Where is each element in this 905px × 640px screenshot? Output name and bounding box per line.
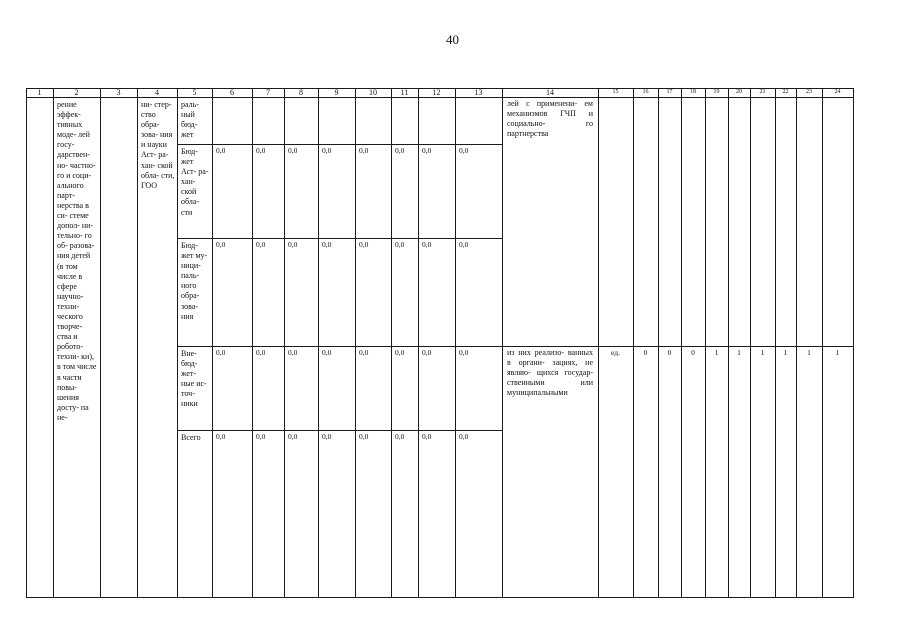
funding-source-label: Вне- бюд- жет- ные ис- точ- ники (181, 349, 207, 409)
indicator-text: лей с применени- ем механизмов ГЧП и социально- го партнерства (507, 99, 593, 139)
budget-row-divider (177, 430, 502, 431)
header-bottom-border (26, 97, 854, 98)
column-header: 1 (37, 88, 42, 97)
column-header: 21 (759, 89, 766, 95)
indicator-value: 1 (807, 348, 811, 357)
budget-row-divider (177, 238, 502, 239)
column-divider (728, 88, 729, 598)
column-divider (822, 88, 823, 598)
funding-value: 0,0 (395, 146, 405, 155)
funding-value: 0,0 (216, 432, 226, 441)
column-header: 11 (400, 88, 409, 97)
indicator-value: 0 (667, 348, 672, 357)
funding-value: 0,0 (459, 240, 469, 249)
column-header: 14 (546, 88, 554, 97)
column-divider (177, 88, 178, 598)
indicator-value: 1 (737, 348, 741, 357)
funding-value: 0,0 (359, 146, 369, 155)
column-header: 4 (155, 88, 159, 97)
funding-value: 0,0 (395, 432, 405, 441)
column-divider (681, 88, 682, 598)
column-divider (775, 88, 776, 598)
funding-value: 0,0 (395, 240, 405, 249)
budget-row-divider (177, 346, 502, 347)
indicator-unit: ед. (611, 348, 620, 357)
column-divider (100, 88, 101, 598)
budget-row-divider (177, 144, 502, 145)
funding-value: 0,0 (256, 146, 266, 155)
column-header: 16 (642, 89, 649, 95)
column-header: 24 (834, 89, 841, 95)
column-divider (137, 88, 138, 598)
column-header: 20 (736, 89, 742, 95)
funding-value: 0,0 (216, 240, 226, 249)
funding-value: 0,0 (422, 146, 432, 155)
column-divider (502, 88, 503, 598)
funding-source-label: раль- ный бюд- жет (181, 100, 199, 140)
funding-value: 0,0 (288, 432, 298, 441)
funding-value: 0,0 (459, 432, 469, 441)
indicator-text: из них реализо- ванных в органи- зациях, не являю- щихся государ- ственными или муниципальными (507, 348, 593, 398)
funding-value: 0,0 (322, 348, 332, 357)
indicator-value: 0 (691, 348, 695, 357)
column-header: 15 (612, 89, 619, 95)
funding-value: 0,0 (322, 146, 332, 155)
indicator-divider (502, 346, 853, 347)
indicator-value: 1 (835, 348, 840, 357)
column-divider (284, 88, 285, 598)
indicator-value: 1 (714, 348, 719, 357)
column-header: 7 (266, 88, 270, 97)
column-divider (252, 88, 253, 598)
column-header: 18 (690, 89, 696, 95)
column-header: 17 (666, 89, 673, 95)
funding-value: 0,0 (395, 348, 405, 357)
executor-text: ни- стер- ство обра- зова- ния и науки Аст- ра- хан- ской обла- сти, ГОО (141, 100, 175, 190)
column-divider (418, 88, 419, 598)
funding-value: 0,0 (256, 432, 266, 441)
indicator-value: 1 (760, 348, 765, 357)
page-number: 40 (446, 32, 459, 47)
funding-value: 0,0 (256, 348, 266, 357)
column-header: 10 (369, 88, 377, 97)
column-divider (853, 88, 854, 598)
funding-source-label: Бюд- жет му- ници- паль- ного обра- зова- ния (181, 241, 208, 321)
funding-value: 0,0 (216, 348, 226, 357)
measure-name-text: рение эффек- тивных моде- лей госу- дарствен- но- частно- го и соци- ального парт- нерства в си- стеме допол- ни- тельно- го об- разова- ния детей (в том числе в сфере научно- техни- ческого творче- ства и робото- техни- ки), в том числе в части повы- шения досту- па не- (57, 100, 97, 422)
column-header: 22 (782, 89, 789, 95)
indicator-value: 0 (643, 348, 648, 357)
column-header: 3 (116, 88, 121, 97)
funding-value: 0,0 (288, 146, 298, 155)
table-bottom-border (26, 597, 854, 598)
funding-value: 0,0 (322, 240, 332, 249)
column-divider (53, 88, 54, 598)
column-header: 23 (806, 89, 812, 95)
column-divider (318, 88, 319, 598)
funding-value: 0,0 (288, 240, 298, 249)
funding-value: 0,0 (256, 240, 266, 249)
column-divider (26, 88, 27, 598)
funding-value: 0,0 (288, 348, 298, 357)
indicator-value: 1 (783, 348, 788, 357)
funding-value: 0,0 (216, 146, 226, 155)
column-header: 13 (474, 88, 483, 97)
funding-value: 0,0 (422, 240, 432, 249)
column-divider (598, 88, 599, 598)
funding-value: 0,0 (359, 432, 369, 441)
funding-source-label: Всего (181, 433, 201, 442)
funding-value: 0,0 (359, 240, 369, 249)
funding-value: 0,0 (459, 348, 469, 357)
funding-value: 0,0 (459, 146, 469, 155)
column-divider (750, 88, 751, 598)
column-header: 2 (74, 88, 79, 97)
funding-value: 0,0 (422, 348, 432, 357)
column-header: 6 (230, 88, 234, 97)
column-divider (391, 88, 392, 598)
funding-value: 0,0 (359, 348, 369, 357)
funding-source-label: Бюд- жет Аст- ра- хан- ской обла- сти (181, 147, 209, 217)
column-header: 12 (432, 88, 441, 97)
column-header: 9 (334, 88, 339, 97)
column-divider (455, 88, 456, 598)
column-divider (705, 88, 706, 598)
column-divider (212, 88, 213, 598)
column-header: 5 (192, 88, 197, 97)
column-header: 19 (713, 89, 720, 95)
column-header: 8 (299, 88, 303, 97)
funding-value: 0,0 (422, 432, 432, 441)
column-divider (355, 88, 356, 598)
column-divider (633, 88, 634, 598)
column-divider (658, 88, 659, 598)
column-divider (796, 88, 797, 598)
funding-value: 0,0 (322, 432, 332, 441)
